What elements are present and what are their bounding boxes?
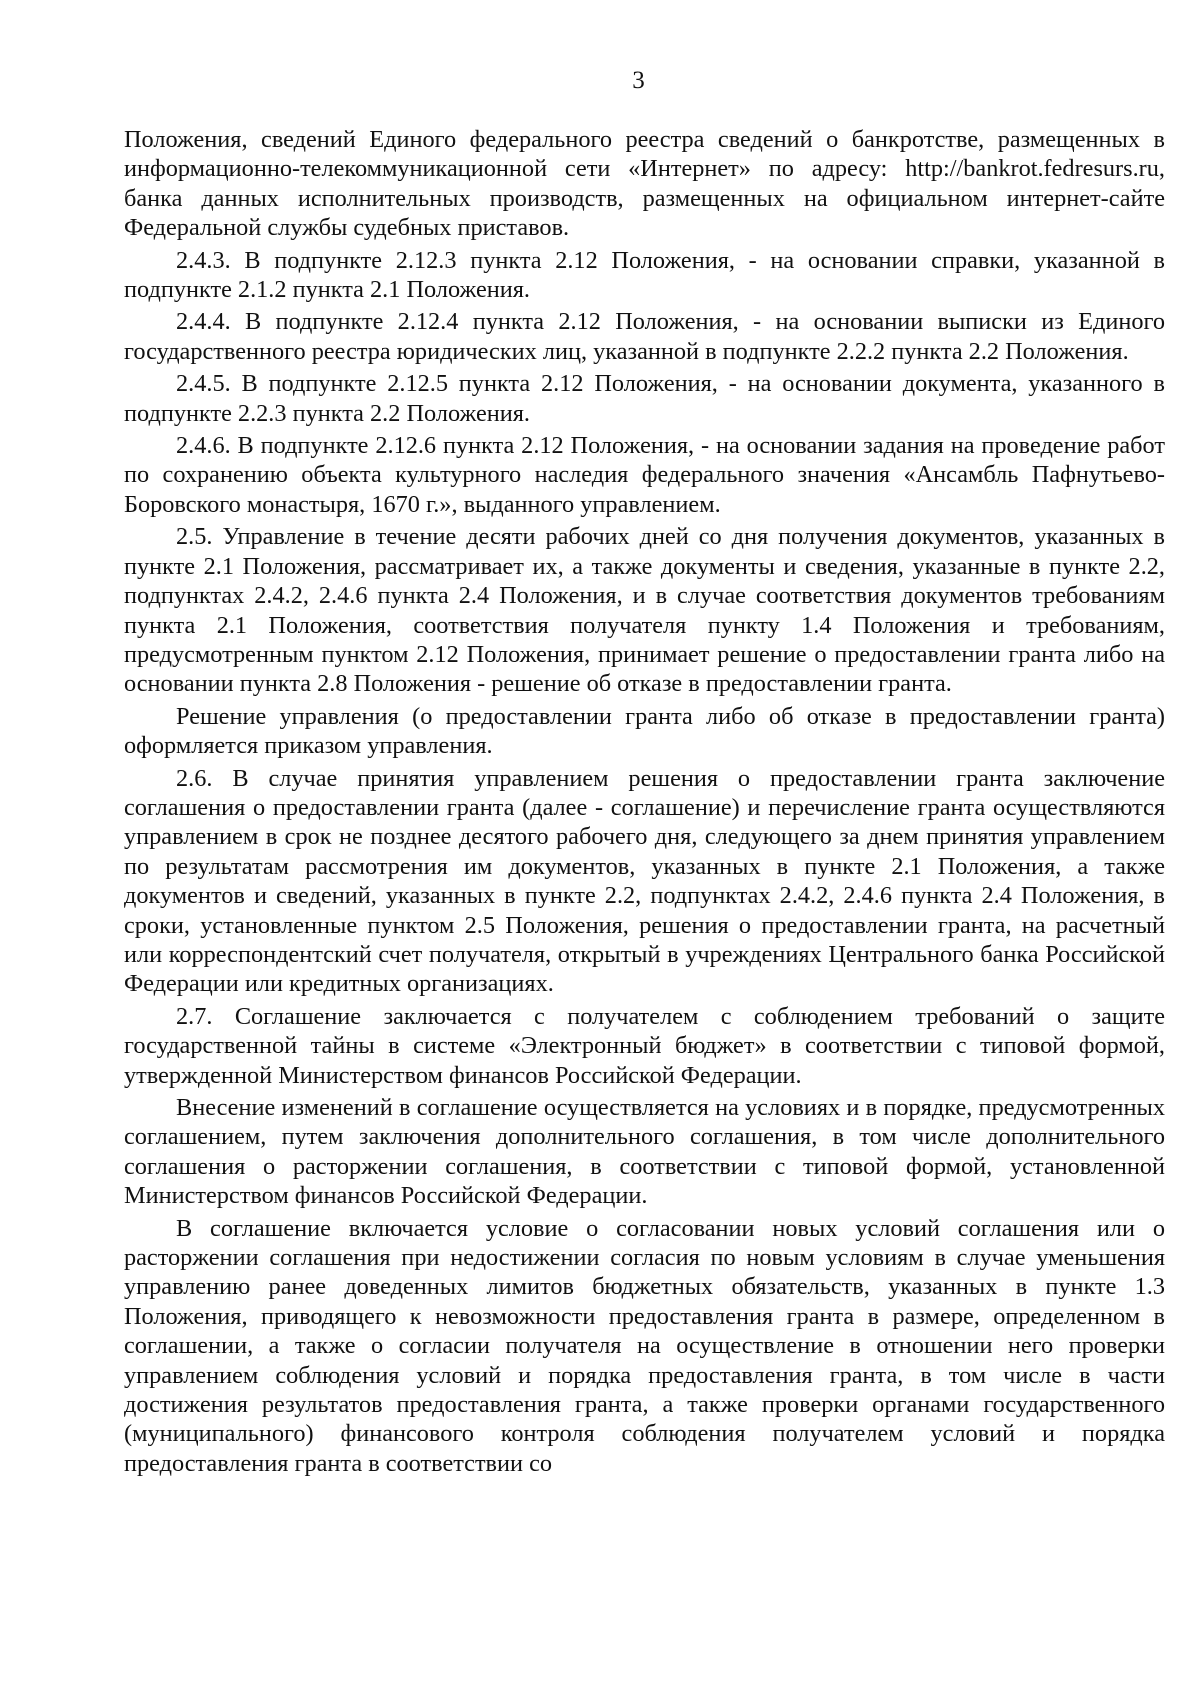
paragraph-conditions: В соглашение включается условие о согласовании новых условий соглашения или о расторжении соглашения при недостижении согласия по новым условиям в случае уменьшения управлению ранее доведенных лимитов бюджетных обязательств, указанных в пункте 1.3 Положения, приводящего к невозможности предоставления гранта в размере, определенном в соглашении, а также о согласии получателя на осуществление в отношении него проверки управлением соблюдения условий и порядка предоставления гранта, в том числе в части достижения результатов предоставления гранта, а также проверки органами государственного (муниципального) финансового контроля соблюдения получателем условий и порядка предоставления гранта в соответствии со <box>124 1214 1165 1477</box>
paragraph-2-6: 2.6. В случае принятия управлением решения о предоставлении гранта заключение соглашения о предоставлении гранта (далее - соглашение) и перечисление гранта осуществляются управлением в срок не позднее десятого рабочего дня, следующего за днем принятия управлением по результатам рассмотрения им документов, указанных в пункте 2.1 Положения, а также документов и сведений, указанных в пункте 2.2, подпунктах 2.4.2, 2.4.6 пункта 2.4 Положения, в сроки, установленные пунктом 2.5 Положения, решения о предоставлении гранта, на расчетный или корреспондентский счет получателя, открытый в учреждениях Центрального банка Российской Федерации или кредитных организациях. <box>124 764 1165 998</box>
paragraph-amendments: Внесение изменений в соглашение осуществляется на условиях и в порядке, предусмотренных соглашением, путем заключения дополнительного соглашения, в том числе дополнительного соглашения о расторжении соглашения, в соответствии с типовой формой, установленной Министерством финансов Российской Федерации. <box>124 1094 1165 1210</box>
paragraph-2-4-5: 2.4.5. В подпункте 2.12.5 пункта 2.12 Положения, - на основании документа, указанного в подпункте 2.2.3 пункта 2.2 Положения. <box>124 370 1165 427</box>
document-body <box>124 125 1165 1478</box>
paragraph-decision: Решение управления (о предоставлении гранта либо об отказе в предоставлении гранта) оформляется приказом управления. <box>124 702 1165 760</box>
page-number: 3 <box>632 67 645 94</box>
paragraph-2-5: 2.5. Управление в течение десяти рабочих дней со дня получения документов, указанных в пункте 2.1 Положения, рассматривает их, а также документы и сведения, указанные в пункте 2.2, подпунктах 2.4.2, 2.4.6 пункта 2.4 Положения, и в случае соответствия документов требованиям пункта 2.1 Положения, соответствия получателя пункту 1.4 Положения и требованиям, предусмотренным пунктом 2.12 Положения, принимает решение о предоставлении гранта либо на основании пункта 2.8 Положения - решение об отказе в предоставлении гранта. <box>124 523 1165 698</box>
paragraph-continuation: Положения, сведений Единого федерального реестра сведений о банкротстве, размещенных в информационно-телекоммуникационной сети «Интернет» по адресу: http://bankrot.fedresurs.ru, банка данных исполнительных производств, размещенных на официальном интернет-сайте Федеральной службы судебных приставов. <box>124 126 1165 242</box>
paragraph-2-7: 2.7. Соглашение заключается с получателем с соблюдением требований о защите государственной тайны в системе «Электронный бюджет» в соответствии с типовой формой, утвержденной Министерством финансов Российской Федерации. <box>124 1002 1165 1089</box>
paragraph-2-4-4: 2.4.4. В подпункте 2.12.4 пункта 2.12 Положения, - на основании выписки из Единого государственного реестра юридических лиц, указанной в подпункте 2.2.2 пункта 2.2 Положения. <box>124 308 1165 365</box>
paragraph-2-4-3: 2.4.3. В подпункте 2.12.3 пункта 2.12 Положения, - на основании справки, указанной в подпункте 2.1.2 пункта 2.1 Положения. <box>124 246 1165 304</box>
paragraph-2-4-6: 2.4.6. В подпункте 2.12.6 пункта 2.12 Положения, - на основании задания на проведение работ по сохранению объекта культурного наследия федерального значения «Ансамбль Пафнутьево-Боровского монастыря, 1670 г.», выданного управлением. <box>124 432 1165 518</box>
